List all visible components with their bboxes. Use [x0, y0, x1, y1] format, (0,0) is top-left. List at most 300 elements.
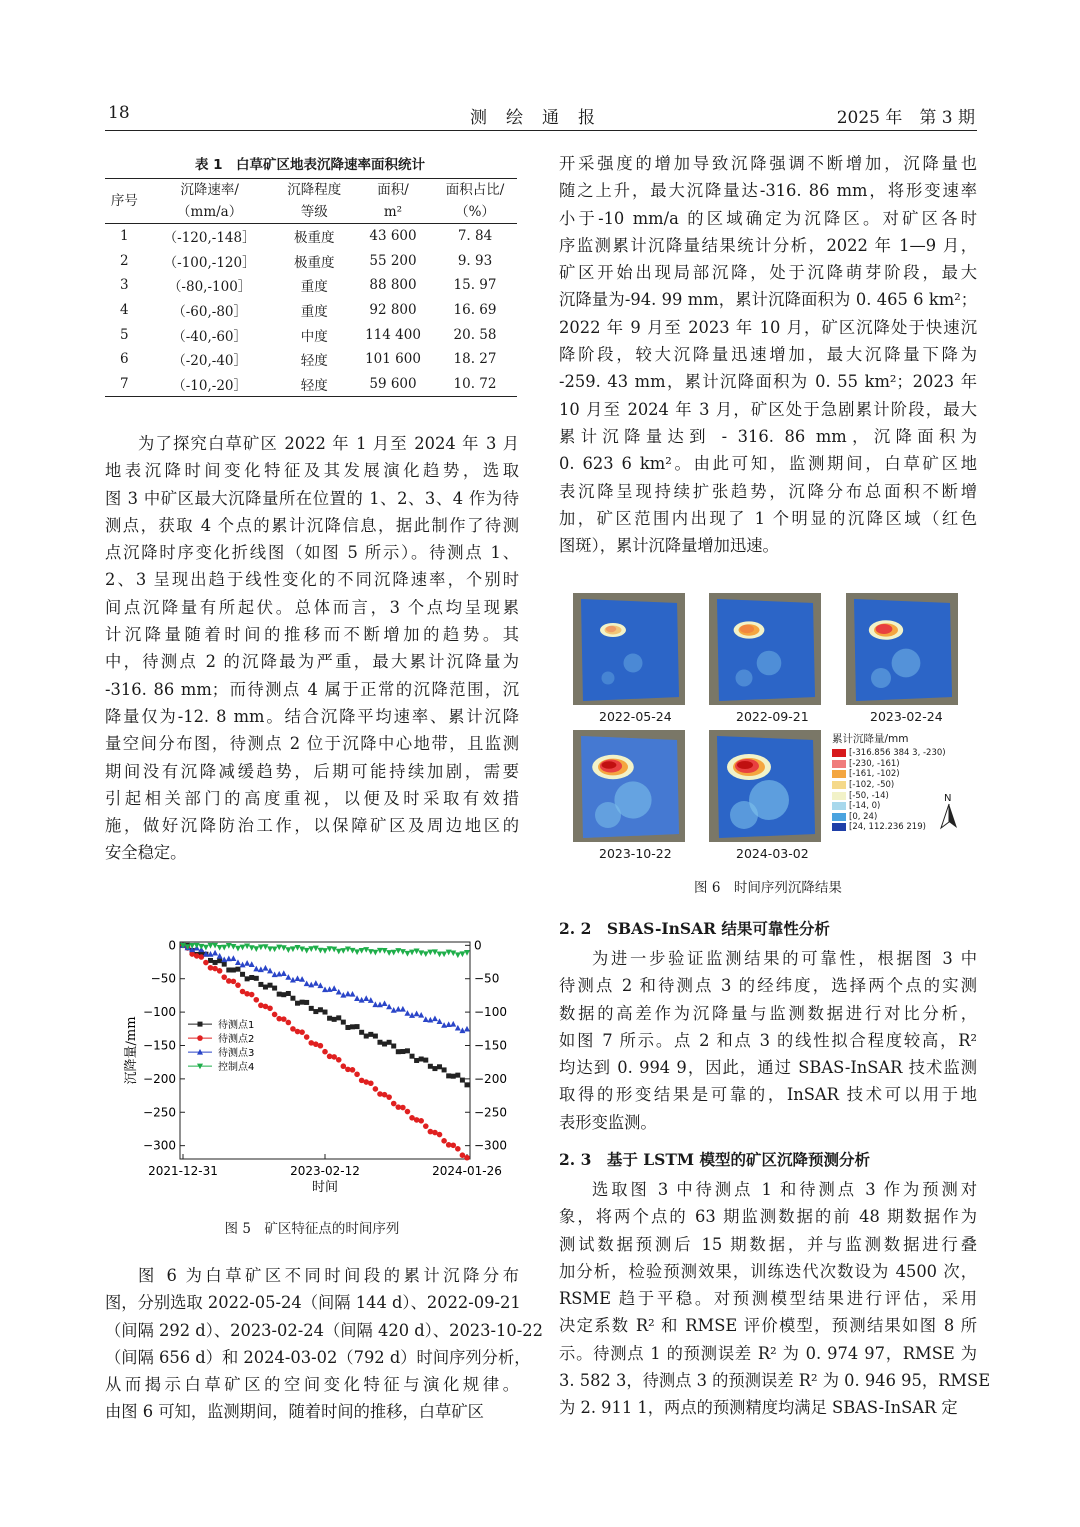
text-line: 中，待测点 2 的沉降最为严重，最大累计沉降量为	[105, 652, 519, 672]
table-header: （%）	[433, 201, 517, 224]
legend-label: [-316.856 384 3, -230)	[849, 748, 946, 759]
table-cell: 7	[105, 372, 144, 397]
y-tick-label-right: −150	[474, 1038, 507, 1053]
series-marker	[313, 1009, 318, 1014]
x-tick-label: 2023-02-12	[290, 1164, 360, 1178]
series-marker	[231, 979, 237, 985]
series-marker	[336, 949, 342, 955]
series-marker	[427, 950, 433, 956]
series-marker	[418, 1012, 424, 1018]
series-marker	[349, 991, 355, 997]
series-marker	[322, 948, 328, 954]
series-marker	[377, 1002, 383, 1008]
legend-marker	[198, 1022, 203, 1027]
legend-label: 控制点4	[218, 1062, 255, 1074]
journal-title: 测 绘 通 报	[470, 108, 596, 128]
series-marker	[432, 1015, 438, 1021]
series-marker	[455, 952, 461, 958]
table-cell: 极重度	[294, 230, 335, 247]
series-marker	[464, 1155, 470, 1161]
deformation-map	[573, 730, 685, 842]
table-cell: 4	[120, 302, 129, 319]
series-marker	[418, 1118, 424, 1124]
series-marker	[450, 1142, 456, 1148]
series-marker	[281, 970, 287, 976]
legend-swatch	[832, 749, 846, 757]
series-marker	[368, 1080, 374, 1086]
series-marker	[203, 945, 209, 951]
text-line: 示。待测点 1 的预测误差 R² 为 0. 974 97，RMSE 为	[559, 1343, 977, 1363]
series-marker	[235, 967, 240, 972]
series-marker	[268, 983, 273, 988]
legend-label: [-161, -102)	[849, 769, 900, 780]
series-marker	[285, 947, 291, 953]
y-tick-label-right: −250	[474, 1105, 507, 1120]
map-date: 2022-05-24	[599, 709, 672, 724]
series-marker	[304, 948, 310, 954]
legend-item	[832, 769, 977, 780]
section-2-2-body	[559, 945, 977, 1136]
table-row	[105, 347, 517, 372]
series-marker	[230, 955, 236, 961]
series-marker	[308, 946, 314, 952]
map-date: 2023-02-24	[870, 709, 943, 724]
series-marker	[442, 1067, 447, 1072]
text-line: （间隔 656 d）和 2024-03-02（792 d）时间序列分析，	[105, 1347, 531, 1367]
series-marker	[318, 1007, 323, 1012]
series-marker	[304, 1000, 309, 1005]
series-marker	[460, 1078, 465, 1083]
text-line: 地表沉降时间变化特征及其发展演化趋势，选取	[105, 461, 519, 481]
legend-item	[832, 748, 977, 759]
legend-label: [-230, -161)	[849, 758, 900, 769]
table-cell: 15. 97	[453, 277, 497, 294]
text-line: 从而揭示白草矿区的空间变化特征与演化规律。	[105, 1375, 519, 1395]
series-marker	[323, 1010, 328, 1015]
series-marker	[249, 975, 254, 980]
series-marker	[363, 995, 369, 1001]
header-rule	[105, 130, 977, 131]
text-line: 加，矿区范围内出现了 1 个明显的沉降区域（红色	[559, 508, 977, 528]
legend-label: 待测点2	[218, 1034, 255, 1046]
series-marker	[391, 1101, 397, 1107]
series-marker	[423, 951, 429, 957]
series-marker	[410, 1054, 415, 1059]
series-marker	[345, 1025, 350, 1030]
series-marker	[455, 1146, 461, 1152]
table-cell: 59 600	[353, 372, 433, 397]
text-line: 象，将两个点的 63 期监测数据的前 48 期数据作为	[559, 1207, 977, 1227]
text-line: 降阶段，较大沉降量迅速增加，最大沉降量下降为	[559, 345, 977, 365]
series-marker	[240, 945, 246, 951]
text-line: 随之上升，最大沉降量达-316. 86 mm，将形变速率	[559, 181, 977, 201]
series-marker	[253, 946, 259, 952]
series-marker	[423, 1058, 428, 1063]
legend-item	[832, 780, 977, 791]
series-marker	[464, 1026, 470, 1032]
text-line: 期间没有沉降减缓趋势，后期可能持续加剧，需要	[105, 761, 519, 781]
legend-label: 待测点3	[218, 1048, 255, 1060]
text-line: 安全稳定。	[105, 843, 187, 863]
series-marker	[368, 1032, 373, 1037]
series-marker	[258, 945, 264, 951]
series-marker	[359, 948, 365, 954]
series-marker	[391, 950, 397, 956]
series-marker	[414, 1058, 419, 1063]
series-marker	[423, 1123, 429, 1129]
y-tick-label-right: 0	[474, 938, 482, 953]
text-line: 图 6 为白草矿区不同时间段的累计沉降分布	[138, 1266, 519, 1285]
series-marker	[299, 947, 305, 953]
series-marker	[405, 1048, 410, 1053]
deformation-map	[709, 730, 821, 842]
series-marker	[391, 1007, 397, 1013]
series-marker	[350, 1024, 355, 1029]
series-marker	[318, 1043, 324, 1049]
text-line: 表形变监测。	[559, 1112, 657, 1132]
table-cell: 1	[120, 228, 129, 245]
text-line: 取得的形变结果是可靠的，InSAR 技术可以用于地	[559, 1085, 977, 1105]
text-line: （间隔 292 d）、2023-02-24（间隔 420 d）、2023-10-22	[105, 1320, 543, 1340]
table-row	[105, 249, 517, 274]
table-cell: （-60,-80］	[172, 304, 248, 321]
north-label: N	[944, 793, 952, 804]
y-tick-label: −100	[143, 1005, 176, 1020]
series-marker	[213, 960, 218, 965]
text-line: 引起相关部门的高度重视，以便及时采取有效措	[105, 788, 519, 808]
series-marker	[396, 1049, 401, 1054]
y-axis-label: 沉降量/mm	[124, 1016, 139, 1085]
map-date: 2024-03-02	[736, 846, 809, 861]
table-cell: 16. 69	[453, 302, 497, 319]
series-marker	[349, 948, 355, 954]
y-tick-label-right: −100	[474, 1005, 507, 1020]
table-header: 沉降程度	[276, 179, 353, 202]
series-marker	[263, 985, 268, 990]
figure-5-chart	[105, 922, 525, 1212]
legend-swatch	[832, 792, 846, 800]
series-marker	[459, 951, 465, 957]
table-cell: （-120,-148］	[163, 230, 256, 247]
text-line: 小于-10 mm/a 的区域确定为沉降区。对矿区各时	[559, 208, 977, 228]
legend-item	[832, 759, 977, 770]
series-marker	[295, 1001, 300, 1006]
text-line: 计沉降量随着时间的推移而不断增加的趋势。其	[105, 625, 519, 645]
table-cell: 55 200	[369, 252, 417, 269]
series-marker	[386, 1094, 392, 1100]
text-line: 开采强度的增加导致沉降强调不断增加，沉降量也	[559, 154, 977, 173]
series-marker	[359, 997, 365, 1003]
map-date: 2023-10-22	[599, 846, 672, 861]
series-marker	[355, 1024, 360, 1029]
series-marker	[387, 1040, 392, 1045]
table-cell: 9. 93	[457, 252, 493, 269]
series-marker	[382, 1000, 388, 1006]
series-marker	[400, 1105, 406, 1111]
table-cell: 中度	[300, 328, 328, 345]
series-marker	[414, 1011, 420, 1017]
series-marker	[300, 1000, 305, 1005]
table-cell: （-40,-60］	[172, 328, 248, 345]
table-row	[105, 224, 517, 249]
series-marker	[404, 951, 410, 957]
text-line: 待测点 2 和待测点 3 的经纬度，选择两个点的实测	[559, 976, 977, 996]
table-row	[105, 298, 517, 323]
table-cell: （-10,-20］	[144, 372, 276, 397]
figure-6-caption: 图 6 时间序列沉降结果	[694, 880, 842, 896]
text-line: 图斑），累计沉降量增加迅速。	[559, 536, 779, 556]
series-marker	[340, 948, 346, 954]
table-cell: 20. 58	[453, 326, 497, 343]
series-marker	[373, 1086, 379, 1092]
legend-swatch	[832, 802, 846, 810]
series-marker	[372, 950, 378, 956]
series-marker	[400, 1049, 405, 1054]
y-tick-label: −150	[143, 1038, 176, 1053]
table-row	[105, 273, 517, 298]
series-marker	[336, 1057, 342, 1063]
right-paragraph-1	[559, 150, 977, 559]
series-marker	[203, 960, 209, 966]
series-marker	[217, 968, 223, 974]
table-cell: 88 800	[369, 277, 417, 294]
table-header: 序号	[105, 179, 144, 224]
y-tick-label-right: −50	[474, 971, 500, 986]
series-marker	[395, 948, 401, 954]
legend-label: [-102, -50)	[849, 780, 895, 791]
table-cell: 5	[120, 326, 129, 343]
series-marker	[409, 950, 415, 956]
legend-marker	[197, 1035, 203, 1041]
legend-swatch	[832, 823, 846, 831]
series-marker	[281, 992, 286, 997]
series-marker	[231, 968, 236, 973]
y-tick-label: −300	[143, 1138, 176, 1153]
series-marker	[382, 1041, 387, 1046]
table-cell: 2	[120, 252, 129, 269]
table-cell: 43 600	[369, 228, 417, 245]
figure-5-caption: 图 5 矿区特征点的时间序列	[224, 1221, 400, 1237]
text-line: 矿区开始出现局部沉降，处于沉降萌芽阶段，最大	[559, 263, 977, 283]
text-line: 数据的高差作为沉降量与监测数据进行对比分析，	[559, 1003, 977, 1023]
table-cell: 重度	[300, 279, 328, 296]
text-line: 量空间分布图，待测点 2 位于沉降中心地带，且监测	[105, 734, 519, 754]
text-line: 测点，获取 4 个点的累计沉降信息，据此制作了待测	[105, 515, 519, 535]
table-cell: 10. 72	[433, 372, 517, 397]
series-marker	[286, 1020, 292, 1026]
legend-label: 待测点1	[218, 1020, 255, 1032]
y-tick-label-right: −200	[474, 1071, 507, 1086]
table-header: （mm/a）	[144, 201, 276, 224]
series-marker	[441, 951, 447, 957]
x-axis-label: 时间	[311, 1180, 339, 1195]
series-marker	[277, 992, 282, 997]
series-marker	[400, 949, 406, 955]
table-header: 沉降速率/	[144, 179, 276, 202]
series-marker	[272, 1012, 278, 1018]
x-tick-label: 2024-01-26	[432, 1164, 502, 1178]
text-line: 降量仅为-12. 8 mm。结合沉降平均速率、累计沉降	[105, 706, 519, 726]
series-marker	[258, 966, 264, 972]
series-marker	[309, 1006, 314, 1011]
series-marker	[368, 997, 374, 1003]
series-marker	[208, 958, 213, 963]
series-marker	[418, 950, 424, 956]
series-marker	[464, 950, 470, 956]
text-line: 为进一步验证监测结果的可靠性，根据图 3 中	[592, 949, 977, 968]
y-tick-label: −50	[150, 971, 176, 986]
series-marker	[304, 1034, 310, 1040]
text-line: 加分析，检验预测效果，训练迭代次数设为 4500 次，	[559, 1261, 977, 1281]
table-cell: （-100,-120］	[163, 254, 256, 271]
y-tick-label: −200	[143, 1071, 176, 1086]
table-title: 表 1 白草矿区地表沉降速率面积统计	[194, 157, 426, 173]
y-tick-label-right: −300	[474, 1138, 507, 1153]
text-line: 表沉降呈现持续扩张趋势，沉降分布总面积不断增	[559, 481, 977, 501]
text-line: 0. 623 6 km²。由此可知，监测期间，白草矿区地	[559, 454, 977, 474]
series-marker	[267, 1005, 273, 1011]
text-line: 2、3 呈现出趋于线性变化的不同沉降速率，个别时	[105, 570, 519, 590]
series-marker	[327, 1016, 332, 1021]
deformation-map	[573, 593, 685, 705]
text-line: RSME 趋于平稳。对预测模型结果进行评估，采用	[559, 1289, 977, 1309]
series-marker	[226, 967, 231, 972]
y-tick-label: −250	[143, 1105, 176, 1120]
series-marker	[336, 989, 342, 995]
table-cell: 轻度	[300, 353, 328, 370]
issue-label: 2025 年 第 3 期	[836, 108, 975, 128]
series-marker	[432, 1066, 437, 1071]
series-marker	[437, 1064, 442, 1069]
series-marker	[221, 974, 227, 980]
table-row	[105, 322, 517, 347]
series-marker	[437, 1132, 443, 1138]
legend-label: [0, 24)	[849, 811, 878, 822]
series-marker	[226, 943, 232, 949]
table-row	[105, 372, 517, 397]
series-marker	[400, 1006, 406, 1012]
series-marker	[249, 945, 255, 951]
legend-swatch	[832, 813, 846, 821]
left-paragraph-2	[105, 1262, 543, 1426]
series-marker	[194, 943, 200, 949]
series-marker	[299, 976, 305, 982]
deformation-map	[846, 593, 958, 705]
series-marker	[332, 1017, 337, 1022]
text-line: 施，做好沉降防治工作，以保障矿区及周边地区的	[105, 816, 519, 836]
section-2-3-title: 2. 3 基于 LSTM 模型的矿区沉降预测分析	[559, 1150, 870, 1169]
series-marker	[373, 1034, 378, 1039]
series-marker	[446, 1073, 451, 1078]
series-marker	[221, 945, 227, 951]
text-line: 点沉降时序变化折线图（如图 5 所示）。待测点 1、	[105, 543, 519, 563]
series-marker	[313, 980, 319, 986]
series-marker	[230, 944, 236, 950]
series-marker	[377, 1040, 382, 1045]
series-marker	[340, 992, 346, 998]
table-cell: 重度	[300, 304, 328, 321]
series-marker	[391, 1044, 396, 1049]
series-marker	[327, 986, 333, 992]
deformation-map	[709, 593, 821, 705]
series-marker	[405, 1109, 411, 1115]
series-marker	[308, 982, 314, 988]
series-marker	[437, 1018, 443, 1024]
series-marker	[322, 1049, 328, 1055]
series-marker	[235, 946, 241, 952]
series-marker	[345, 991, 351, 997]
table-cell: 92 800	[369, 302, 417, 319]
text-line: 为 2. 911 1，两点的预测精度均满足 SBAS-InSAR 定	[559, 1398, 958, 1418]
text-line: 为了探究白草矿区 2022 年 1 月至 2024 年 3 月	[138, 434, 519, 453]
text-line: 累计沉降量达到 - 316. 86 mm，沉降面积为	[559, 426, 977, 446]
table-cell: （-80,-100］	[167, 279, 252, 296]
series-marker	[386, 1004, 392, 1010]
text-line: 图，分别选取 2022-05-24（间隔 144 d）、2022-09-21	[105, 1293, 521, 1313]
series-marker	[441, 1138, 447, 1144]
table-1	[105, 178, 517, 397]
series-marker	[222, 962, 227, 967]
legend-swatch	[832, 781, 846, 789]
series-marker	[258, 982, 263, 987]
table-cell: （-20,-40］	[172, 353, 248, 370]
table-cell: 6	[120, 351, 129, 368]
series-marker	[345, 946, 351, 952]
text-line: 2022 年 9 月至 2023 年 10 月，矿区沉降处于快速沉	[559, 317, 977, 337]
series-marker	[286, 991, 291, 996]
series-marker	[414, 949, 420, 955]
table-cell: 18. 27	[453, 351, 497, 368]
series-marker	[272, 946, 278, 952]
map-date: 2022-09-21	[736, 709, 809, 724]
series-marker	[235, 982, 241, 988]
table-cell: 101 600	[365, 351, 421, 368]
series-marker	[249, 992, 255, 998]
text-line: 选取图 3 中待测点 1 和待测点 3 作为预测对	[592, 1180, 977, 1199]
series-marker	[331, 985, 337, 991]
series-marker	[350, 1067, 356, 1073]
series-marker	[212, 950, 218, 956]
text-line: 间点沉降量有所起伏。总体而言，3 个点均呈现累	[105, 597, 519, 617]
series-marker	[359, 1030, 364, 1035]
series-marker	[254, 976, 259, 981]
series-marker	[217, 945, 223, 951]
text-line: 测试数据预测后 15 期数据，并与监测数据进行叠	[559, 1234, 977, 1254]
series-marker	[451, 1074, 456, 1079]
series-marker	[419, 1057, 424, 1062]
y-tick-label: 0	[168, 938, 176, 953]
legend-title: 累计沉降量/mm	[832, 733, 909, 745]
text-line: 序监测累计沉降量结果统计分析，2022 年 1—9 月，	[559, 235, 977, 255]
series-marker	[427, 1017, 433, 1023]
series-marker	[290, 946, 296, 952]
series-marker	[354, 949, 360, 955]
text-line: -316. 86 mm；而待测点 4 属于正常的沉降范围，沉	[105, 679, 519, 699]
series-marker	[364, 1034, 369, 1039]
series-marker	[295, 975, 301, 981]
table-header: 等级	[276, 201, 353, 224]
text-line: 均达到 0. 994 9，因此，通过 SBAS-InSAR 技术监测	[559, 1058, 977, 1078]
series-marker	[336, 1015, 341, 1020]
series-marker	[341, 1063, 347, 1069]
series-marker	[253, 997, 259, 1003]
text-line: -259. 43 mm，累计沉降面积为 0. 55 km²；2023 年	[559, 372, 977, 392]
series-marker	[455, 1073, 460, 1078]
legend-swatch	[832, 770, 846, 778]
legend-label: [24, 112.236 219)	[849, 822, 926, 833]
table-cell: 7. 84	[457, 228, 493, 245]
series-marker	[249, 961, 255, 967]
